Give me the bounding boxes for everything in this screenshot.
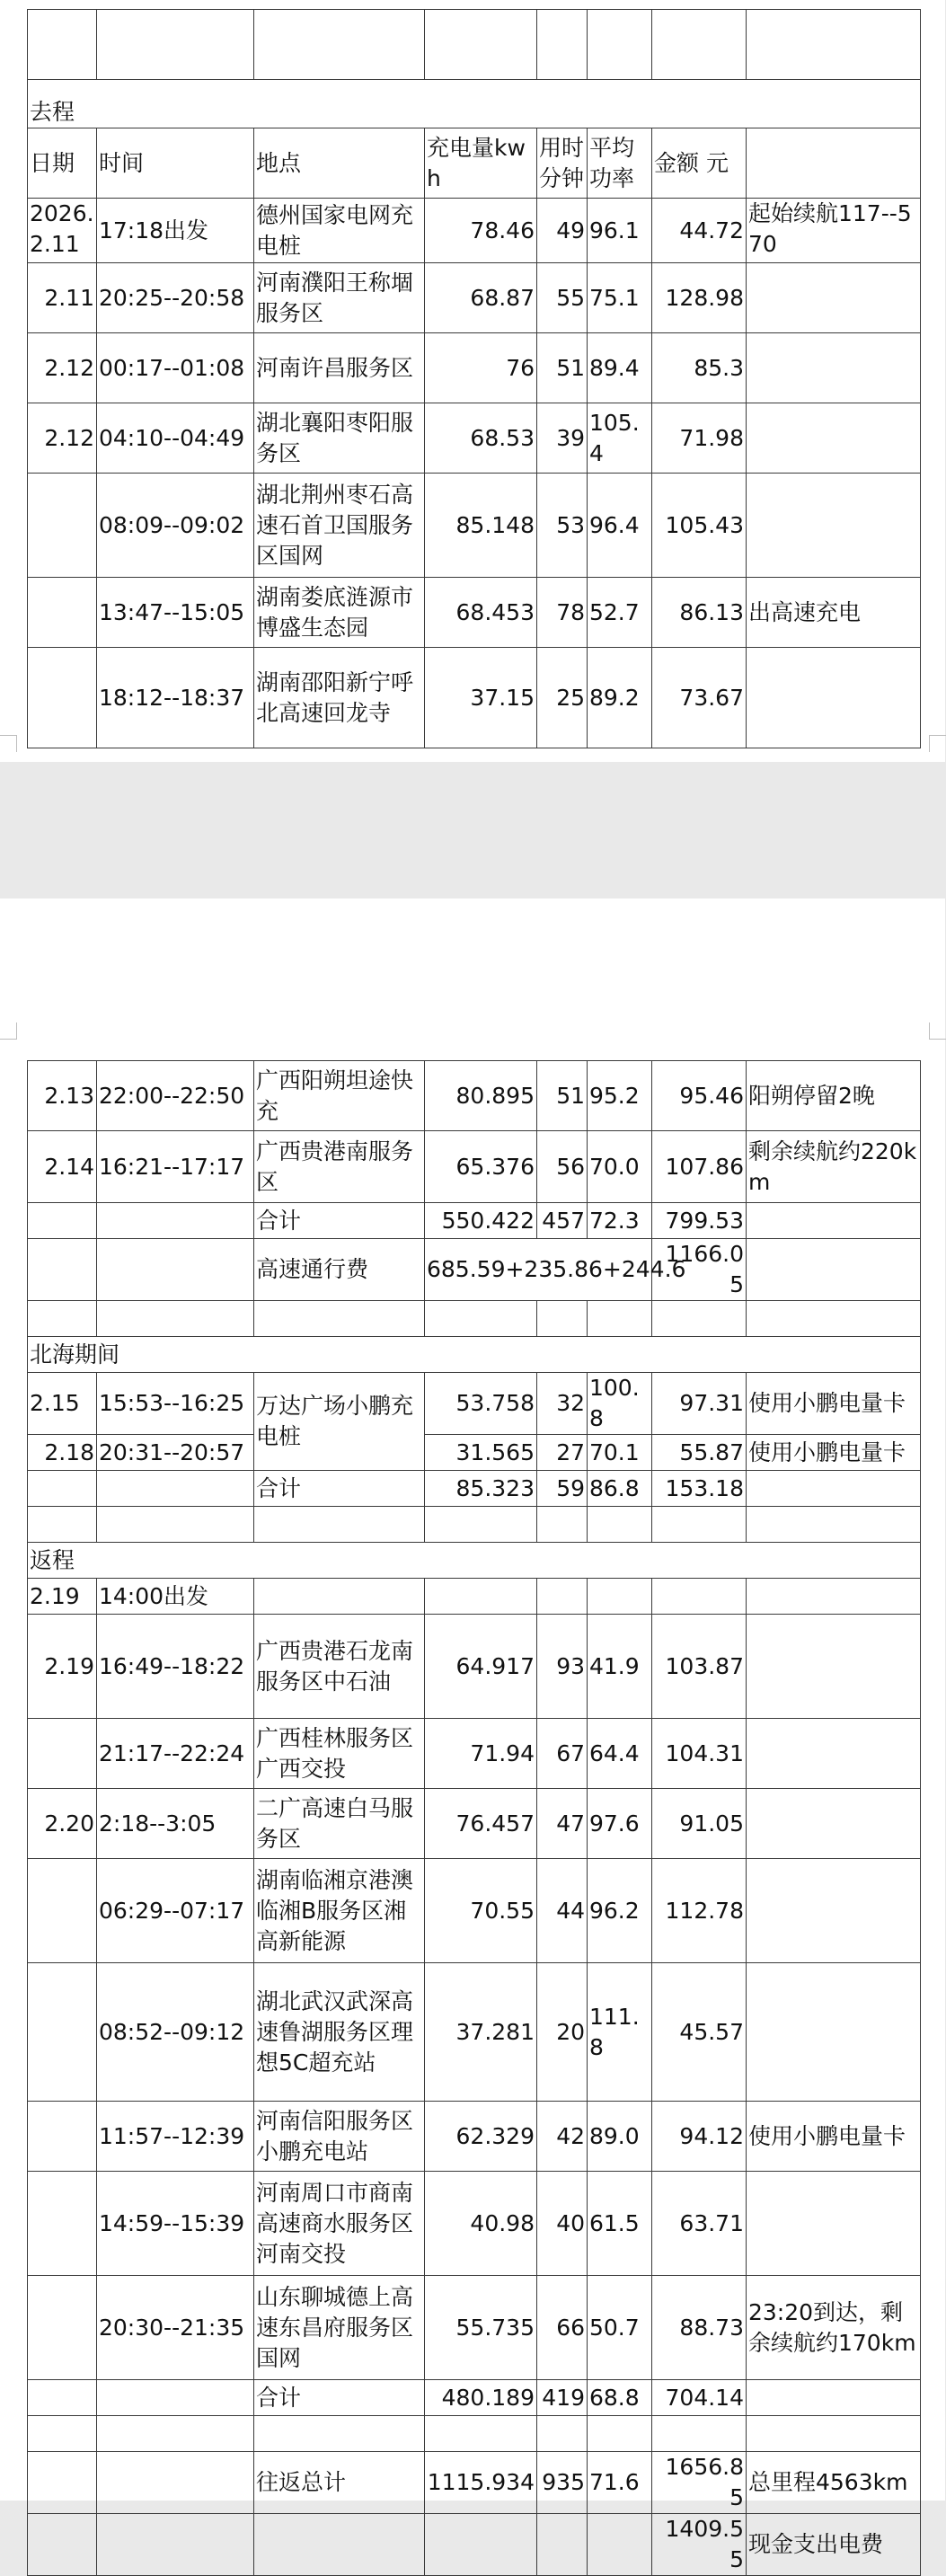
cell-minutes: 53 [537, 474, 588, 578]
cell-amount: 112.78 [652, 1859, 747, 1963]
grand-total-kwh: 1115.934 [425, 2452, 537, 2514]
cell-time: 21:17--22:24 [97, 1719, 254, 1789]
grand-total-minutes: 935 [537, 2452, 588, 2514]
total-row [28, 1471, 921, 1507]
cell-time: 18:12--18:37 [97, 648, 254, 748]
cell-note [747, 403, 921, 474]
cell-kwh: 37.281 [425, 1963, 537, 2102]
cell-kwh: 31.565 [425, 1435, 537, 1471]
cell-minutes: 67 [537, 1719, 588, 1789]
total-power: 86.8 [588, 1471, 652, 1507]
cell-time: 20:30--21:35 [97, 2276, 254, 2380]
total-amount: 153.18 [652, 1471, 747, 1507]
cell-note: 出高速充电 [747, 578, 921, 648]
table-row [28, 1373, 921, 1435]
cell-power: 89.0 [588, 2102, 652, 2172]
table-row [28, 1789, 921, 1859]
cell-minutes: 39 [537, 403, 588, 474]
header-kwh: 充电量kwh [425, 128, 537, 199]
header-place: 地点 [254, 128, 425, 199]
toll-row [28, 1239, 921, 1301]
cell-date [28, 474, 97, 578]
toll-detail: 685.59+235.86+244.6 [425, 1239, 652, 1301]
cell-note [747, 333, 921, 403]
table-row [28, 1435, 921, 1471]
cell-minutes: 51 [537, 333, 588, 403]
cell-note [747, 1963, 921, 2102]
cell-power: 52.7 [588, 578, 652, 648]
table-row [28, 474, 921, 578]
cell-kwh: 80.895 [425, 1061, 537, 1131]
cell-power: 100.8 [588, 1373, 652, 1435]
cell-amount: 107.86 [652, 1131, 747, 1203]
cell-amount: 94.12 [652, 2102, 747, 2172]
cell-amount: 103.87 [652, 1615, 747, 1719]
cell-kwh: 78.46 [425, 199, 537, 263]
cell-date [28, 2276, 97, 2380]
page-corner-mark [929, 1022, 946, 1040]
cell-note: 使用小鹏电量卡 [747, 1373, 921, 1435]
cell-power: 70.0 [588, 1131, 652, 1203]
table-row [28, 333, 921, 403]
cell-amount: 105.43 [652, 474, 747, 578]
table-row [28, 1963, 921, 2102]
table-row [28, 199, 921, 263]
page-corner-mark [0, 1022, 17, 1040]
cell-place: 河南信阳服务区小鹏充电站 [254, 2102, 425, 2172]
cell-minutes: 27 [537, 1435, 588, 1471]
cell-date [28, 1963, 97, 2102]
cell-time: 22:00--22:50 [97, 1061, 254, 1131]
cell-kwh: 70.55 [425, 1859, 537, 1963]
cell-date: 2.18 [28, 1435, 97, 1471]
grand-total-note: 总里程4563km [747, 2452, 921, 2514]
cell-amount: 73.67 [652, 648, 747, 748]
total-minutes: 457 [537, 1203, 588, 1239]
cell-power: 96.2 [588, 1859, 652, 1963]
table-row [28, 2102, 921, 2172]
cell-kwh: 37.15 [425, 648, 537, 748]
total-power: 72.3 [588, 1203, 652, 1239]
cell-place: 山东聊城德上高速东昌府服务区国网 [254, 2276, 425, 2380]
cell-date: 2.19 [28, 1579, 97, 1615]
cell-note: 使用小鹏电量卡 [747, 1435, 921, 1471]
cell-power: 70.1 [588, 1435, 652, 1471]
header-date: 日期 [28, 128, 97, 199]
cell-place: 德州国家电网充电桩 [254, 199, 425, 263]
cell-kwh: 68.53 [425, 403, 537, 474]
cell-power: 89.4 [588, 333, 652, 403]
total-row [28, 2380, 921, 2416]
table-row [28, 1615, 921, 1719]
cell-note: 剩余续航约220km [747, 1131, 921, 1203]
cell-date: 2.11 [28, 263, 97, 333]
cell-time: 08:52--09:12 [97, 1963, 254, 2102]
cell-note [747, 474, 921, 578]
cell-place: 广西阳朔坦途快充 [254, 1061, 425, 1131]
cell-kwh: 55.735 [425, 2276, 537, 2380]
cell-place: 河南周口市商南高速商水服务区河南交投 [254, 2172, 425, 2276]
grand-total-amount: 1656.85 [652, 2452, 747, 2514]
cell-amount: 85.3 [652, 333, 747, 403]
cell-place: 河南许昌服务区 [254, 333, 425, 403]
page-corner-mark [0, 735, 17, 752]
cell-kwh: 53.758 [425, 1373, 537, 1435]
cell-power: 105.4 [588, 403, 652, 474]
cell-place: 湖北武汉武深高速鲁湖服务区理想5C超充站 [254, 1963, 425, 2102]
section-title: 返程 [28, 1543, 921, 1579]
cell-date [28, 578, 97, 648]
total-kwh: 85.323 [425, 1471, 537, 1507]
cell-note [747, 1859, 921, 1963]
cell-minutes: 40 [537, 2172, 588, 2276]
cell-power: 41.9 [588, 1615, 652, 1719]
cell-kwh: 76.457 [425, 1789, 537, 1859]
cell-power: 95.2 [588, 1061, 652, 1131]
cell-time: 20:25--20:58 [97, 263, 254, 333]
cell-date [28, 2172, 97, 2276]
table-row [28, 1543, 921, 1579]
cell-amount: 104.31 [652, 1719, 747, 1789]
total-minutes: 59 [537, 1471, 588, 1507]
table-row [28, 1579, 921, 1615]
cell-time: 15:53--16:25 [97, 1373, 254, 1435]
cell-date [28, 1859, 97, 1963]
charging-table-part-2 [27, 1060, 921, 2576]
cell-time: 16:49--18:22 [97, 1615, 254, 1719]
cell-minutes: 49 [537, 199, 588, 263]
section-title: 北海期间 [28, 1337, 921, 1373]
cell-note [747, 2172, 921, 2276]
cell-note: 起始续航117--570 [747, 199, 921, 263]
table-row [28, 403, 921, 474]
cell-time: 11:57--12:39 [97, 2102, 254, 2172]
cell-minutes: 78 [537, 578, 588, 648]
table-row [28, 10, 921, 80]
cell-amount: 55.87 [652, 1435, 747, 1471]
cell-power: 75.1 [588, 263, 652, 333]
cell-time: 04:10--04:49 [97, 403, 254, 474]
cell-note: 使用小鹏电量卡 [747, 2102, 921, 2172]
cell-date: 2.14 [28, 1131, 97, 1203]
header-power: 平均功率 [588, 128, 652, 199]
cell-kwh: 76 [425, 333, 537, 403]
cell-minutes: 56 [537, 1131, 588, 1203]
header-note [747, 128, 921, 199]
cell-power: 64.4 [588, 1719, 652, 1789]
cell-minutes: 55 [537, 263, 588, 333]
cell-minutes: 32 [537, 1373, 588, 1435]
cash-row [28, 2514, 921, 2576]
cell-amount: 86.13 [652, 578, 747, 648]
cell-minutes: 93 [537, 1615, 588, 1719]
cell-kwh: 40.98 [425, 2172, 537, 2276]
total-kwh: 480.189 [425, 2380, 537, 2416]
section-title: 去程 [28, 80, 921, 128]
table-row [28, 578, 921, 648]
total-label: 合计 [254, 2380, 425, 2416]
cell-place: 湖南邵阳新宁呼北高速回龙寺 [254, 648, 425, 748]
table-row [28, 80, 921, 128]
cell-power: 111.8 [588, 1963, 652, 2102]
document-page-1 [0, 0, 945, 762]
empty-row [28, 1507, 921, 1543]
table-row [28, 2276, 921, 2380]
cell-place: 万达广场小鹏充电桩 [254, 1373, 425, 1471]
cell-amount: 95.46 [652, 1061, 747, 1131]
cell-kwh: 68.453 [425, 578, 537, 648]
cell-note: 23:20到达，剩余续航约170km [747, 2276, 921, 2380]
total-kwh: 550.422 [425, 1203, 537, 1239]
cell-power: 97.6 [588, 1789, 652, 1859]
charging-table-part-1 [27, 9, 921, 748]
cash-note: 现金支出电费 [747, 2514, 921, 2576]
table-row [28, 1337, 921, 1373]
cell-note [747, 263, 921, 333]
table-row [28, 1719, 921, 1789]
cell-date [28, 2102, 97, 2172]
header-minutes: 用时分钟 [537, 128, 588, 199]
cell-place: 湖北襄阳枣阳服务区 [254, 403, 425, 474]
cell-date: 2.12 [28, 403, 97, 474]
cell-kwh: 85.148 [425, 474, 537, 578]
table-row [28, 2172, 921, 2276]
empty-row [28, 2416, 921, 2452]
cell-date: 2.15 [28, 1373, 97, 1435]
cell-time: 17:18出发 [97, 199, 254, 263]
cell-amount: 91.05 [652, 1789, 747, 1859]
cell-power: 96.1 [588, 199, 652, 263]
table-row [28, 648, 921, 748]
cell-power: 61.5 [588, 2172, 652, 2276]
grand-total-row [28, 2452, 921, 2514]
cell-amount: 45.57 [652, 1963, 747, 2102]
toll-amount: 1166.05 [652, 1239, 747, 1301]
cell-date: 2.12 [28, 333, 97, 403]
cell-minutes: 42 [537, 2102, 588, 2172]
cell-amount: 44.72 [652, 199, 747, 263]
total-label: 合计 [254, 1471, 425, 1507]
grand-total-label: 往返总计 [254, 2452, 425, 2514]
header-amount: 金额 元 [652, 128, 747, 199]
total-row [28, 1203, 921, 1239]
cell-minutes: 47 [537, 1789, 588, 1859]
table-row [28, 1131, 921, 1203]
cell-note: 阳朔停留2晚 [747, 1061, 921, 1131]
empty-row [28, 1301, 921, 1337]
cell-kwh: 64.917 [425, 1615, 537, 1719]
grand-total-power: 71.6 [588, 2452, 652, 2514]
cell-place: 湖北荆州枣石高速石首卫国服务区国网 [254, 474, 425, 578]
cell-kwh: 68.87 [425, 263, 537, 333]
cell-time: 2:18--3:05 [97, 1789, 254, 1859]
cell-power: 96.4 [588, 474, 652, 578]
toll-label: 高速通行费 [254, 1239, 425, 1301]
cell-note [747, 1789, 921, 1859]
cell-time: 06:29--07:17 [97, 1859, 254, 1963]
column-header-row [28, 128, 921, 199]
cell-date: 2026.2.11 [28, 199, 97, 263]
page-corner-mark [929, 735, 946, 752]
cell-place: 广西贵港南服务区 [254, 1131, 425, 1203]
cell-note [747, 1615, 921, 1719]
cell-place: 河南濮阳王称堌服务区 [254, 263, 425, 333]
total-power: 68.8 [588, 2380, 652, 2416]
cell-minutes: 44 [537, 1859, 588, 1963]
table-row [28, 263, 921, 333]
cell-date [28, 648, 97, 748]
cell-minutes: 51 [537, 1061, 588, 1131]
total-minutes: 419 [537, 2380, 588, 2416]
total-amount: 704.14 [652, 2380, 747, 2416]
total-amount: 799.53 [652, 1203, 747, 1239]
total-label: 合计 [254, 1203, 425, 1239]
cell-time: 08:09--09:02 [97, 474, 254, 578]
cell-place: 广西桂林服务区广西交投 [254, 1719, 425, 1789]
cell-amount: 63.71 [652, 2172, 747, 2276]
cell-time: 20:31--20:57 [97, 1435, 254, 1471]
header-time: 时间 [97, 128, 254, 199]
cell-place: 湖南临湘京港澳临湘B服务区湘高新能源 [254, 1859, 425, 1963]
cell-time: 00:17--01:08 [97, 333, 254, 403]
cell-place: 湖南娄底涟源市博盛生态园 [254, 578, 425, 648]
cell-note [747, 1719, 921, 1789]
cell-kwh: 65.376 [425, 1131, 537, 1203]
cell-minutes: 25 [537, 648, 588, 748]
cell-date: 2.13 [28, 1061, 97, 1131]
cell-power: 50.7 [588, 2276, 652, 2380]
cell-time: 14:59--15:39 [97, 2172, 254, 2276]
cell-amount: 128.98 [652, 263, 747, 333]
cell-place: 广西贵港石龙南服务区中石油 [254, 1615, 425, 1719]
cell-kwh: 71.94 [425, 1719, 537, 1789]
cell-time: 16:21--17:17 [97, 1131, 254, 1203]
cell-note [747, 648, 921, 748]
cell-time: 14:00出发 [97, 1579, 254, 1615]
cell-date: 2.20 [28, 1789, 97, 1859]
cash-amount: 1409.55 [652, 2514, 747, 2576]
table-row [28, 1859, 921, 1963]
cell-amount: 71.98 [652, 403, 747, 474]
cell-date: 2.19 [28, 1615, 97, 1719]
cell-amount: 97.31 [652, 1373, 747, 1435]
cell-power: 89.2 [588, 648, 652, 748]
cell-minutes: 66 [537, 2276, 588, 2380]
cell-kwh: 62.329 [425, 2102, 537, 2172]
cell-minutes: 20 [537, 1963, 588, 2102]
document-page-2 [0, 899, 945, 2572]
cell-place: 二广高速白马服务区 [254, 1789, 425, 1859]
cell-time: 13:47--15:05 [97, 578, 254, 648]
cell-date [28, 1719, 97, 1789]
table-row [28, 1061, 921, 1131]
cell-amount: 88.73 [652, 2276, 747, 2380]
